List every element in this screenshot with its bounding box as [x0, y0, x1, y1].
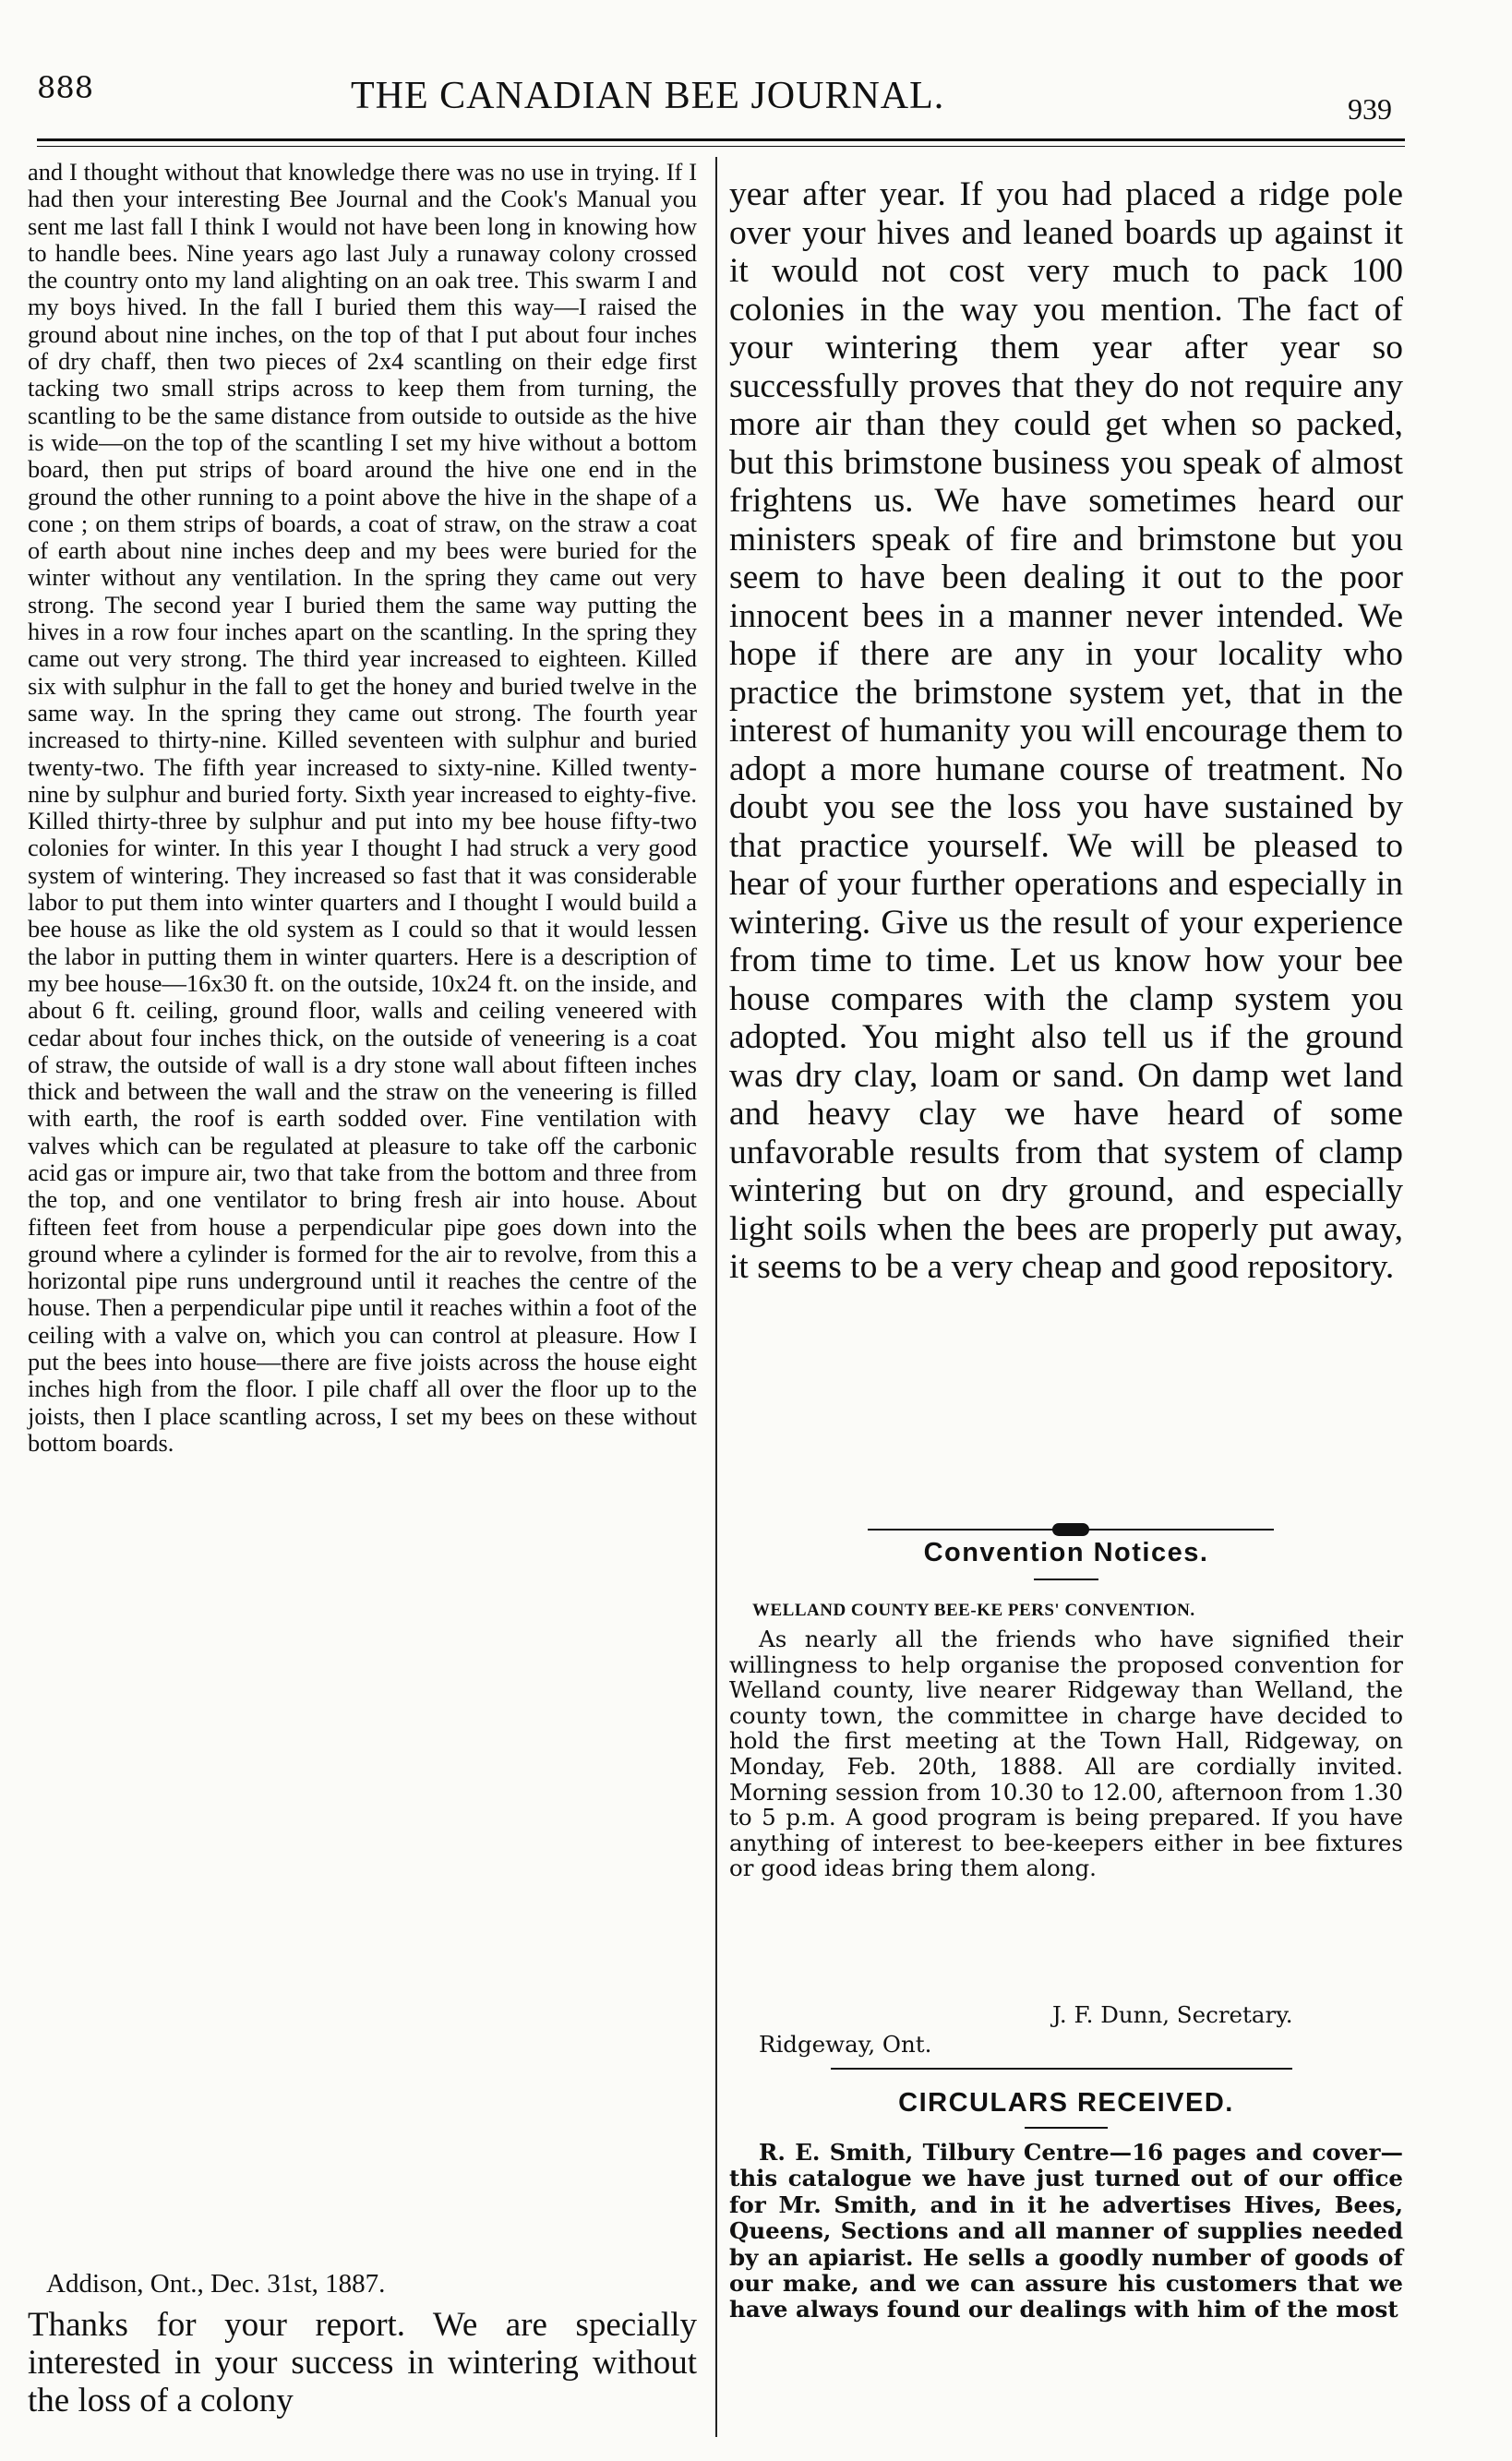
column-divider	[715, 157, 717, 2437]
header-rule-thin	[37, 146, 1405, 147]
circulars-heading-rule	[1025, 2127, 1108, 2129]
convention-heading-rule	[1034, 1579, 1098, 1580]
section-ornament	[868, 1523, 1274, 1536]
letter-text: and I thought without that knowledge there was no use in trying. If I had then your interesting Bee Journal and the Cook's Manual you sent me last fall I think I would not have been long in knowing how to handle bees. Nine years ago last July a runaway colony crossed the country onto my land alighting on an oak tree. This swarm I and my boys hived. In the fall I buried them this way—I raised the ground about nine inches, on the top of that I put about four inches of dry chaff, then two pieces of 2x4 scantling on their edge first tacking two small strips across to keep them from turning, the scantling to be the same distance from outside to outside as the hive is wide—on the top of the scantling I set my hive without a bottom board, then put strips of board around the hive one end in the ground the other running to a point above the hive in the shape of a cone ; on them strips of boards, a coat of straw, on the straw a coat of earth about nine inches deep and my bees were buried for the winter without any ventilation. In the spring they came out very strong. The second year I buried them the same way putting the hives in a row four inches apart on the scantling. In the spring they came out very strong. The third year increased to eighteen. Killed six with sulphur in the fall to get the honey and buried twelve in the same way. In the spring they came out strong. The fourth year increased to thirty-nine. Killed seventeen with sulphur and buried twenty-two. The fifth year increased to sixty-nine. Killed twenty-nine by sulphur and buried forty. Sixth year increased to eighty-five. Killed thirty-three by sulphur and put into my bee house fifty-two colonies for winter. In this year I thought I had struck a very good system of wintering. They increased so fast that it was considerable labor to put them into winter quarters and I thought I would build a bee house as like the old system as I could so that it would lessen the labor in putting them in winter quarters. Here is a description of my bee house—16x30 ft. on the outside, 10x24 ft. on the inside, and about 6 ft. ceiling, ground floor, walls and ceiling veneered with cedar about four inches thick, on the outside of veneering is a coat of straw, the outside of wall is a dry stone wall about fifteen inches thick and between the wall and the straw on the veneering is filled with earth, the roof is earth sodded over. Fine ventilation with valves which can be regulated at pleasure to take off the carbonic acid gas or impure air, two that take from the bottom and three from the top, and one ventilator to bring fresh air into house. About fifteen feet from house a perpendicular pipe goes down into the ground where a cylinder is formed for the air to revolve, from this a horizontal pipe runs underground until it reaches the centre of the house. Then a perpendicular pipe until it reaches within a foot of the ceiling with a valve on, which you can control at pleasure. How I put the bees into house—there are five joists across the house eight inches high from the floor. I pile chaff all over the floor up to the joists, then I place scantling across, I set my bees on these without bottom boards.	[28, 158, 697, 1457]
reply-text: year after year. If you had placed a ridge pole over your hives and leaned boards up against it it would not cost very much to pack 100 colonies in the way you mention. The fact of your wintering them year after year so successfully proves that they do not require any more air than they could get when so packed, but this brimstone business you speak of almost frightens us. We have sometimes heard our ministers speak of fire and brimstone but you seem to have been dealing it out to the poor innocent bees in a manner never intended. We hope if there are any in your locality who practice the brimstone system yet, that in the interest of humanity you will encourage them to adopt a more humane course of treatment. No doubt you see the loss you have sustained by that practice yourself. We will be pleased to hear of your further operations and especially in wintering. Give us the result of your experience from time to time. Let us know how your bee house compares with the clamp system you adopted. You might also tell us if the ground was dry clay, loam or sand. On damp wet land and heavy clay we have heard of some unfavorable results from that system of clamp wintering but on dry ground, and especially light soils when the bees are properly put away, it seems to be a very cheap and good repository.	[729, 175, 1403, 1286]
convention-notices-heading: Convention Notices.	[923, 1538, 1209, 1567]
section-divider-rule	[831, 2068, 1292, 2070]
convention-signature: J. F. Dunn, Secretary.	[1052, 2001, 1293, 2028]
convention-place: Ridgeway, Ont.	[759, 2031, 932, 2058]
convention-body	[729, 1627, 1403, 1881]
convention-text: As nearly all the friends who have signified their willingness to help organise the proposed convention for Welland county, live nearer Ridgeway than Welland, the county town, the committee in charge have decided to hold the first meeting at the Town Hall, Ridgeway, on Monday, Feb. 20th, 1888. All are cordially invited. Morning session from 10.30 to 12.00, afternoon from 1.30 to 5 p.m. A good program is being prepared. If you have anything of interest to bee-keepers either in bee fixtures or good ideas bring them along.	[729, 1626, 1403, 1882]
left-column-letter	[28, 159, 697, 1457]
letter-signoff: Addison, Ont., Dec. 31st, 1887.	[46, 2269, 386, 2299]
editor-reply-continued	[729, 175, 1403, 1287]
page-header	[37, 57, 1422, 131]
header-rule	[37, 138, 1405, 141]
circulars-body	[729, 2140, 1403, 2323]
journal-title: THE CANADIAN BEE JOURNAL.	[351, 75, 945, 117]
page-number-right: 939	[1348, 92, 1392, 126]
editor-reply-start: Thanks for your report. We are specially interested in your success in wintering without the loss of a colony	[28, 2306, 697, 2419]
page-number-left: 888	[37, 70, 94, 105]
circulars-text: R. E. Smith, Tilbury Centre—16 pages and cover—this catalogue we have just turned out of our office for Mr. Smith, and in it he advertises Hives, Bees, Queens, Sections and all manner of supplies needed by an apiarist. He sells a goodly number of goods of our make, and we can assure his customers that we have always found our dealings with him of the most	[729, 2139, 1403, 2323]
circulars-heading: CIRCULARS RECEIVED.	[898, 2088, 1234, 2118]
convention-subheading: WELLAND COUNTY BEE-KE PERS' CONVENTION.	[752, 1601, 1195, 1620]
